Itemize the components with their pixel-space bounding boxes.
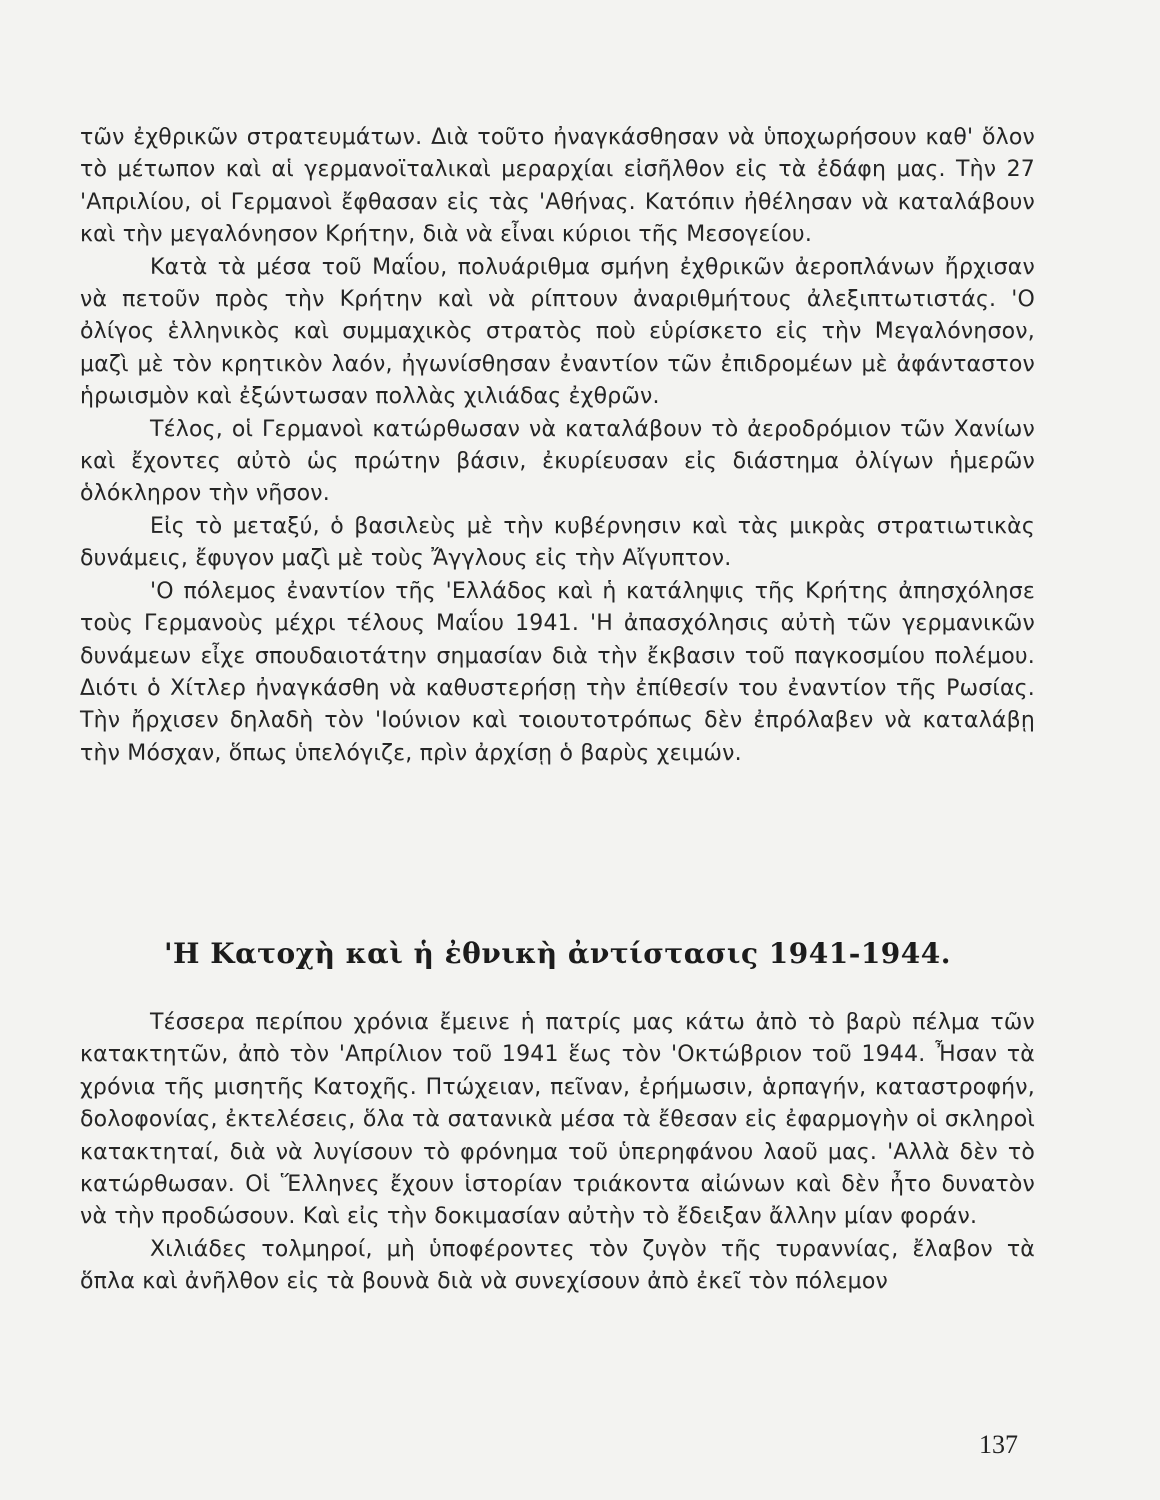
paragraph-crete-invasion: Κατὰ τὰ μέσα τοῦ Μαΐου, πολυάριθμα σμήνη ἐχθρικῶν ἀεροπλάνων ἤρχισαν νὰ πετοῦν πρὸς τὴν Κρήτην καὶ νὰ ρίπτουν ἀναριθμήτους ἀλεξιπτωτιστάς. 'Ο ὀλίγος ἑλληνικὸς καὶ συμμαχικὸς στρατὸς ποὺ εὑρίσκετο εἰς τὴν Μεγαλόνησον, μαζὶ μὲ τὸν κρητικὸν λαόν, ἠγωνίσθησαν ἐναντίον τῶν ἐπιδρομέων μὲ ἀφάνταστον ἡρωισμὸν καὶ ἐξώντωσαν πολλὰς χιλιάδας ἐχθρῶν.: [80, 254, 1035, 410]
body-text-top: [80, 122, 1035, 770]
paragraph-continuation: τῶν ἐχθρικῶν στρατευμάτων. Διὰ τοῦτο ἠναγκάσθησαν νὰ ὑποχωρήσουν καθ' ὅλον τὸ μέτωπον καὶ αἱ γερμανοϊταλικαὶ μεραρχίαι εἰσῆλθον εἰς τὰ ἐδάφη μας. Τὴν 27 'Απριλίου, οἱ Γερμανοὶ ἔφθασαν εἰς τὰς 'Αθήνας. Κατόπιν ἠθέλησαν νὰ καταλάβουν καὶ τὴν μεγαλόνησον Κρήτην, διὰ νὰ εἶναι κύριοι τῆς Μεσογείου.: [80, 125, 1035, 248]
page-number: 137: [979, 1430, 1018, 1459]
paragraph-war-significance: 'Ο πόλεμος ἐναντίον τῆς 'Ελλάδος καὶ ἡ κατάληψις τῆς Κρήτης ἀπησχόλησε τοὺς Γερμανοὺς μέχρι τέλους Μαΐου 1941. 'Η ἀπασχόλησις αὐτὴ τῶν γερμανικῶν δυνάμεων εἶχε σπουδαιοτάτην σημασίαν διὰ τὴν ἔκβασιν τοῦ παγκοσμίου πολέμου. Διότι ὁ Χίτλερ ἠναγκάσθη νὰ καθυστερήσῃ τὴν ἐπίθεσίν του ἐναντίον τῆς Ρωσίας. Τὴν ἤρχισεν δηλαδὴ τὸν 'Ιούνιον καὶ τοιουτοτρόπως δὲν ἐπρόλαβεν νὰ καταλάβῃ τὴν Μόσχαν, ὅπως ὑπελόγιζε, πρὶν ἀρχίσῃ ὁ βαρὺς χειμών.: [80, 578, 1035, 766]
section-heading: 'Η Κατοχὴ καὶ ἡ ἐθνικὴ ἀντίστασις 1941-1944.: [163, 937, 951, 970]
paragraph-resistance-start: Χιλιάδες τολμηροί, μὴ ὑποφέροντες τὸν ζυγὸν τῆς τυραννίας, ἔλαβον τὰ ὅπλα καὶ ἀνῆλθον εἰς τὰ βουνὰ διὰ νὰ συνεχίσουν ἀπὸ ἐκεῖ τὸν πόλεμον: [80, 1236, 1035, 1295]
paragraph-chania-airfield: Τέλος, οἱ Γερμανοὶ κατώρθωσαν νὰ καταλάβουν τὸ ἀεροδρόμιον τῶν Χανίων καὶ ἔχοντες αὐτὸ ὡς πρώτην βάσιν, ἐκυρίευσαν εἰς διάστημα ὀλίγων ἡμερῶν ὁλόκληρον τὴν νῆσον.: [80, 416, 1035, 507]
body-text-bottom: [80, 1007, 1035, 1299]
paragraph-king-departure: Εἰς τὸ μεταξύ, ὁ βασιλεὺς μὲ τὴν κυβέρνησιν καὶ τὰς μικρὰς στρατιωτικὰς δυνάμεις, ἔφυγον μαζὶ μὲ τοὺς Ἄγγλους εἰς τὴν Αἴγυπτον.: [80, 513, 1035, 572]
paragraph-occupation-years: Τέσσερα περίπου χρόνια ἔμεινε ἡ πατρίς μας κάτω ἀπὸ τὸ βαρὺ πέλμα τῶν κατακτητῶν, ἀπὸ τὸν 'Απρίλιον τοῦ 1941 ἕως τὸν 'Οκτώβριον τοῦ 1944. Ἦσαν τὰ χρόνια τῆς μισητῆς Κατοχῆς. Πτώχειαν, πεῖναν, ἐρήμωσιν, ἁρπαγήν, καταστροφήν, δολοφονίας, ἐκτελέσεις, ὅλα τὰ σατανικὰ μέσα τὰ ἔθεσαν εἰς ἐφαρμογὴν οἱ σκληροὶ κατακτηταί, διὰ νὰ λυγίσουν τὸ φρόνημα τοῦ ὑπερηφάνου λαοῦ μας. 'Αλλὰ δὲν τὸ κατώρθωσαν. Οἱ Ἕλληνες ἔχουν ἱστορίαν τριάκοντα αἰώνων καὶ δὲν ἦτο δυνατὸν νὰ τὴν προδώσουν. Καὶ εἰς τὴν δοκιμασίαν αὐτὴν τὸ ἔδειξαν ἄλλην μίαν φοράν.: [80, 1010, 1035, 1230]
